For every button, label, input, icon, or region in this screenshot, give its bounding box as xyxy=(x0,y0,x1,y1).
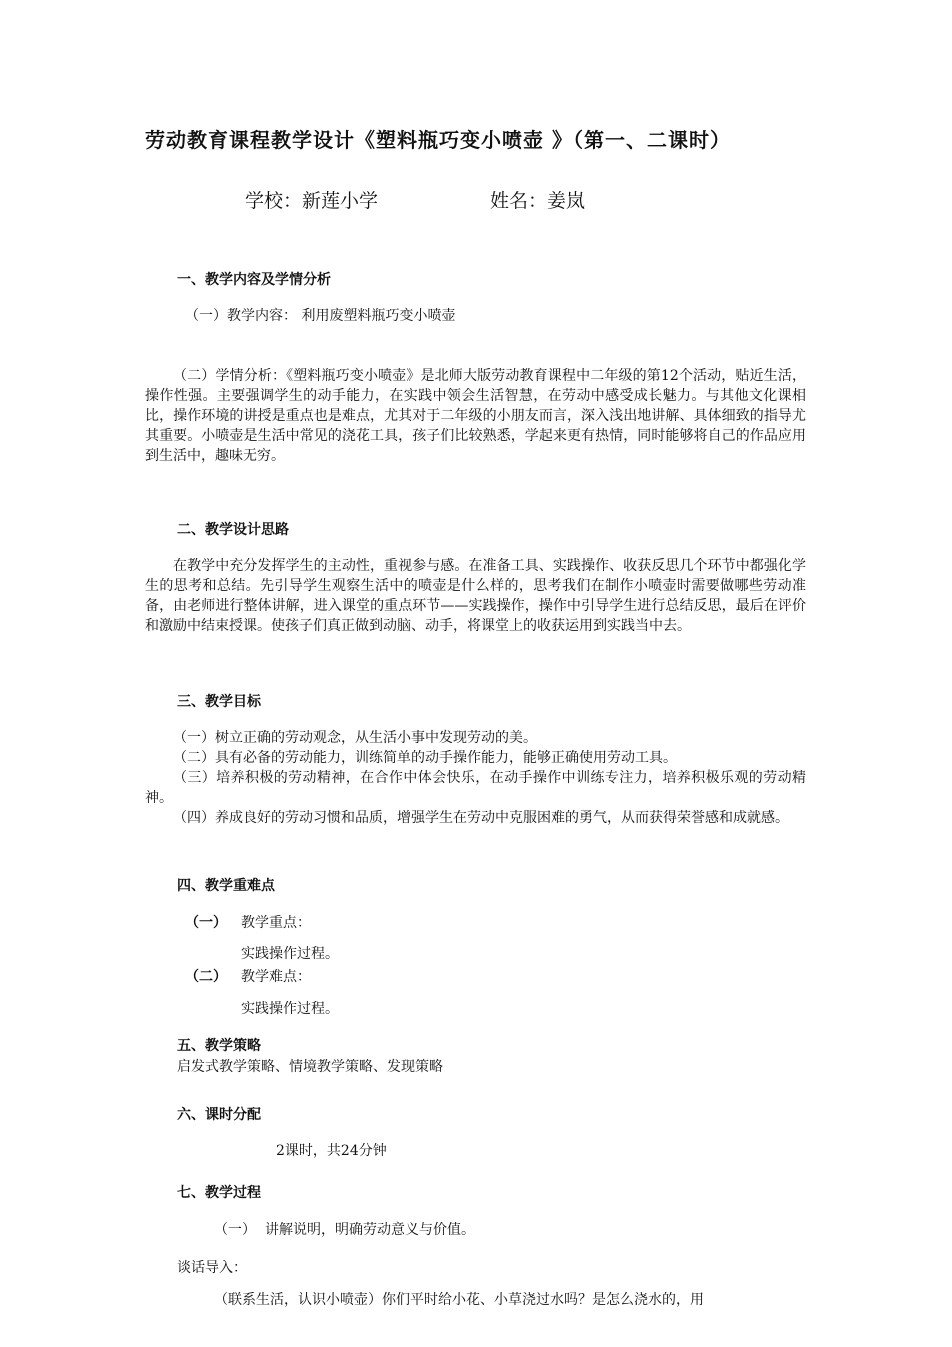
goal-item: （三）培养积极的劳动精神，在合作中体会快乐，在动手操作中训练专注力，培养积极乐观的劳动精神。 xyxy=(145,770,806,806)
process-item: 讲解说明，明确劳动意义与价值。 xyxy=(265,1222,475,1238)
section-7-heading: 七、教学过程 xyxy=(177,1185,261,1201)
goal-item: （四）养成良好的劳动习惯和品质，增强学生在劳动中克服困难的勇气，从而获得荣誉感和成就感。 xyxy=(173,810,789,826)
list-marker: （一） xyxy=(214,1222,256,1238)
period-allocation: 2课时，共24分钟 xyxy=(276,1143,387,1159)
page-title: 劳动教育课程教学设计《塑料瓶巧变小喷壶 》（第一、二课时） xyxy=(145,128,731,152)
difficulty-label: 教学难点： xyxy=(241,969,311,985)
goal-item: （二）具有必备的劳动能力，训练简单的动手操作能力，能够正确使用劳动工具。 xyxy=(173,750,677,766)
list-marker: （二） xyxy=(185,969,227,985)
section-6-heading: 六、课时分配 xyxy=(177,1107,261,1123)
design-rationale: 在教学中充分发挥学生的主动性，重视参与感。在准备工具、实践操作、收获反思几个环节中都强化学生的思考和总结。先引导学生观察生活中的喷壶是什么样的，思考我们在制作小喷壶时需要做哪些劳动准备，由老师进行整体讲解，进入课堂的重点环节——实践操作，操作中引导学生进行总结反思，最后在评价和激励中结束授课。使孩子们真正做到动脑、动手，将课堂上的收获运用到实践当中去。 xyxy=(145,558,806,634)
section-1-heading: 一、教学内容及学情分析 xyxy=(177,272,331,288)
section-5-heading: 五、教学策略 xyxy=(177,1038,261,1054)
teaching-content: （一）教学内容： 利用废塑料瓶巧变小喷壶 xyxy=(185,308,456,324)
list-marker: （一） xyxy=(185,915,227,931)
section-2-heading: 二、教学设计思路 xyxy=(177,522,289,538)
intro-text: （联系生活，认识小喷壶）你们平时给小花、小草浇过水吗？是怎么浇水的，用 xyxy=(214,1292,704,1308)
learner-analysis: （二）学情分析：《塑料瓶巧变小喷壶》是北师大版劳动教育课程中二年级的第12个活动，贴近生活，操作性强。主要强调学生的动手能力，在实践中领会生活智慧，在劳动中感受成长魅力。与其他文化课相比，操作环境的讲授是重点也是难点，尤其对于二年级的小朋友而言，深入浅出地讲解、具体细致的指导尤其重要。小喷壶是生活中常见的浇花工具，孩子们比较熟悉，学起来更有热情，同时能够将自己的作品应用到生活中，趣味无穷。 xyxy=(145,368,806,464)
key-point-value: 实践操作过程。 xyxy=(241,946,339,962)
intro-label: 谈话导入： xyxy=(177,1260,247,1276)
section-4-heading: 四、教学重难点 xyxy=(177,878,275,894)
strategy-text: 启发式教学策略、情境教学策略、发现策略 xyxy=(177,1059,443,1075)
difficulty-value: 实践操作过程。 xyxy=(241,1001,339,1017)
key-point-label: 教学重点： xyxy=(241,915,311,931)
author-field: 姓名：姜岚 xyxy=(490,190,586,212)
goal-item: （一）树立正确的劳动观念，从生活小事中发现劳动的美。 xyxy=(173,730,537,746)
school-field: 学校：新莲小学 xyxy=(245,190,379,212)
section-3-heading: 三、教学目标 xyxy=(177,694,261,710)
